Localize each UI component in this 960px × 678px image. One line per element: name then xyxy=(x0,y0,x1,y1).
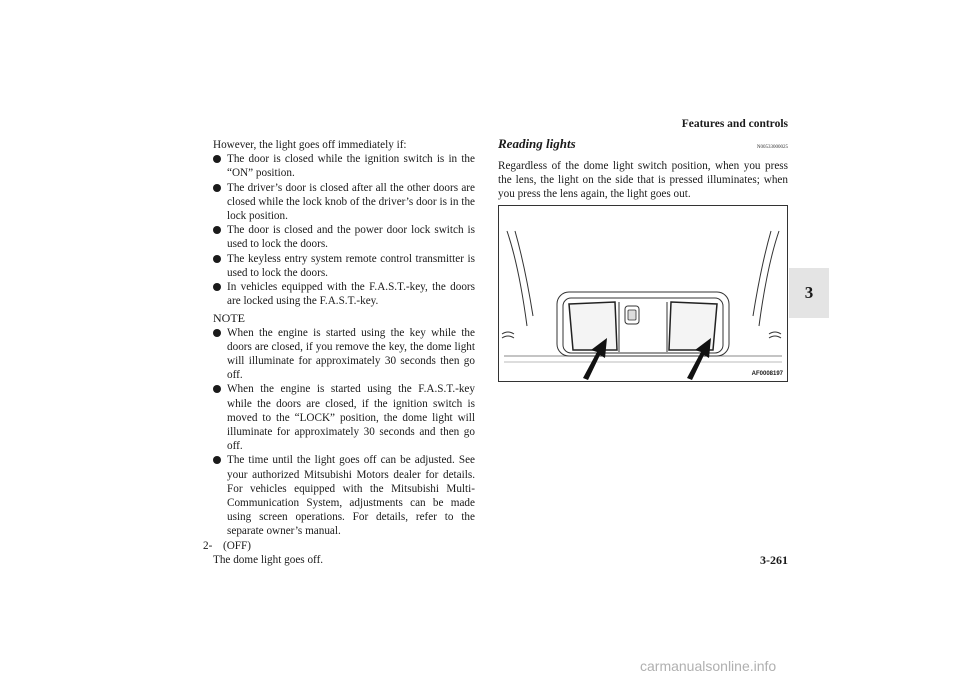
bullet-icon xyxy=(213,283,221,291)
bullet-icon xyxy=(213,329,221,337)
watermark-link[interactable]: carmanualsonline.info xyxy=(640,658,777,674)
bullet-icon xyxy=(213,255,221,263)
list-item: The door is closed while the ignition switch is in the “ON” position. xyxy=(213,152,475,180)
list-item: The door is closed and the power door lock switch is used to lock the doors. xyxy=(213,223,475,251)
note-list xyxy=(203,326,475,539)
right-column xyxy=(498,137,788,202)
bullet-icon xyxy=(213,385,221,393)
item-description: The dome light goes off. xyxy=(213,553,324,566)
reading-lights-figure xyxy=(498,205,788,382)
bullet-icon xyxy=(213,456,221,464)
header-title: Features and controls xyxy=(681,118,788,130)
section-body: Regardless of the dome light switch position, when you press the lens, the light on the side that is pressed illuminates; when you press the lens again, the light goes out. xyxy=(498,160,788,201)
list-item: When the engine is started using the F.A.S.T.-key while the doors are closed, if the ignition switch is moved to the “LOCK” position, the dome light will illuminate for approximately 30 seconds and then go off. xyxy=(213,382,475,453)
item-label: (OFF) xyxy=(223,539,251,552)
item-2 xyxy=(203,539,475,553)
left-column xyxy=(203,138,475,567)
list-item: When the engine is started using the key while the doors are closed, if you remove the key, the dome light will illuminate for approximately 30 seconds then go off. xyxy=(213,326,475,383)
page-number: 3-261 xyxy=(760,553,788,567)
list-item: In vehicles equipped with the F.A.S.T.-key, the doors are locked using the F.A.S.T.-key. xyxy=(213,280,475,308)
reference-code: N00533000025 xyxy=(756,145,788,150)
item-number: 2- xyxy=(203,539,213,552)
reading-lights-illustration xyxy=(499,206,787,381)
list-item: The driver’s door is closed after all the other doors are closed while the lock knob of the driver’s door is in the lock position. xyxy=(213,181,475,224)
chapter-tab[interactable]: 3 xyxy=(789,268,829,318)
note-heading: NOTE xyxy=(213,311,245,326)
section-title: Reading lights xyxy=(498,136,576,151)
list-item: The keyless entry system remote control transmitter is used to lock the doors. xyxy=(213,252,475,280)
intro-text: However, the light goes off immediately if: xyxy=(213,139,407,151)
section-header xyxy=(498,137,788,157)
figure-code: AF0008197 xyxy=(751,371,783,377)
bullet-icon xyxy=(213,184,221,192)
left-lens xyxy=(569,302,617,350)
bullet-icon xyxy=(213,226,221,234)
conditions-list xyxy=(203,152,475,308)
list-item: The time until the light goes off can be adjusted. See your authorized Mitsubishi Motors dealer for details. For vehicles equipped with the Mitsubishi Multi-Communication System, adjustments can be made using screen operations. For details, refer to the separate owner’s manual. xyxy=(213,453,475,538)
bullet-icon xyxy=(213,155,221,163)
